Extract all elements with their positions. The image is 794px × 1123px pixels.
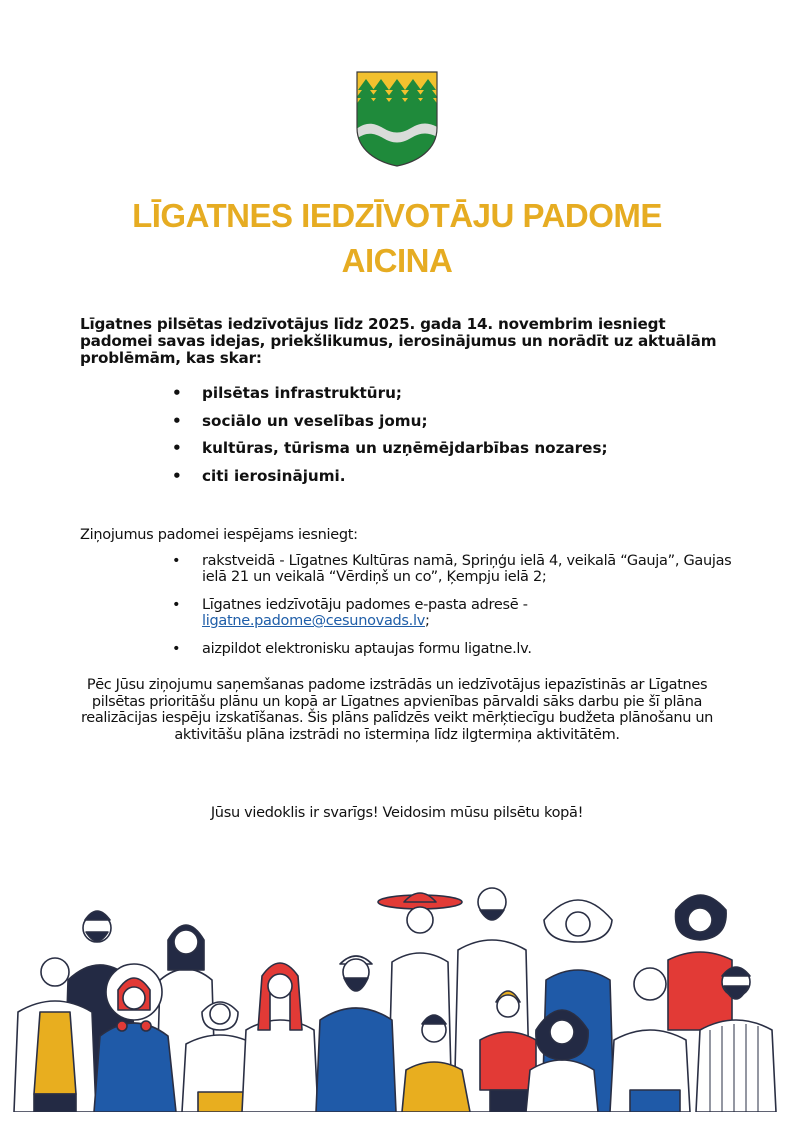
topic-label: pilsētas infrastruktūru; (202, 384, 402, 402)
bullet-icon: • (172, 553, 181, 569)
closing-slogan: Jūsu viedoklis ir svarīgs! Veidosim mūsu pilsētu kopā! (210, 805, 584, 821)
list-item (172, 641, 732, 657)
submission-online: aizpildot elektronisku aptaujas formu ligatne.lv. (202, 641, 532, 657)
submission-written: rakstveidā - Līgatnes Kultūras namā, Spriņģu ielā 4, veikalā “Gauja”, Gaujas ielā 21 un veikalā “Vērdiņš un co”, Ķempju ielā 2; (202, 553, 732, 585)
submission-list (172, 553, 732, 657)
page-title-line-1: LĪGATNES IEDZĪVOTĀJU PADOME (132, 197, 662, 234)
list-item (172, 410, 608, 438)
person-front-5 (316, 956, 396, 1112)
submission-heading: Ziņojumus padomei iespējams iesniegt: (80, 527, 358, 543)
person-front-4 (242, 963, 318, 1112)
bullet-icon: • (172, 597, 181, 613)
topics-list (172, 382, 608, 492)
people-illustration (10, 880, 780, 1112)
list-item (172, 382, 608, 410)
list-item (172, 597, 732, 641)
list-item (172, 553, 732, 597)
bullet-icon: • (172, 384, 182, 402)
page-title-line-2: AICINA (341, 242, 453, 279)
email-suffix: ; (425, 613, 430, 629)
process-paragraph: Pēc Jūsu ziņojumu saņemšanas padome izstrādās un iedzīvotājus iepazīstinās ar Līgatnes pilsētas prioritāšu plānu un kopā ar Līgatnes apvienības pārvaldi sāks darbu pie šī plāna realizācijas iespēju izskatīšanas. Šis plāns palīdzēs veikt mērķtiecīgu budžeta plānošanu un aktivitāšu plāna izstrādi no īstermiņa līdz ilgtermiņa aktivitātēm. (80, 677, 714, 743)
bullet-icon: • (172, 641, 181, 657)
submission-email-text: Līgatnes iedzīvotāju padomes e-pasta adresē - (202, 597, 528, 613)
list-item (172, 437, 608, 465)
topic-label: sociālo un veselības jomu; (202, 411, 428, 430)
email-link[interactable]: ligatne.padome@cesunovads.lv (202, 613, 426, 629)
bullet-icon: • (172, 439, 182, 457)
bullet-icon: • (172, 466, 182, 485)
ligatne-coat-of-arms-icon (355, 70, 439, 168)
person-back-6 (668, 895, 732, 1030)
list-item (172, 465, 608, 493)
bullet-icon: • (172, 411, 182, 430)
topic-label: kultūras, tūrisma un uzņēmējdarbības nozares; (202, 439, 608, 457)
intro-text: Līgatnes pilsētas iedzīvotājus līdz 2025. gada 14. novembrim iesniegt padomei savas idejas, priekšlikumus, ierosinājumus un norādīt uz aktuālām problēmām, kas skar: (80, 315, 717, 367)
topic-label: citi ierosinājumi. (202, 466, 346, 485)
